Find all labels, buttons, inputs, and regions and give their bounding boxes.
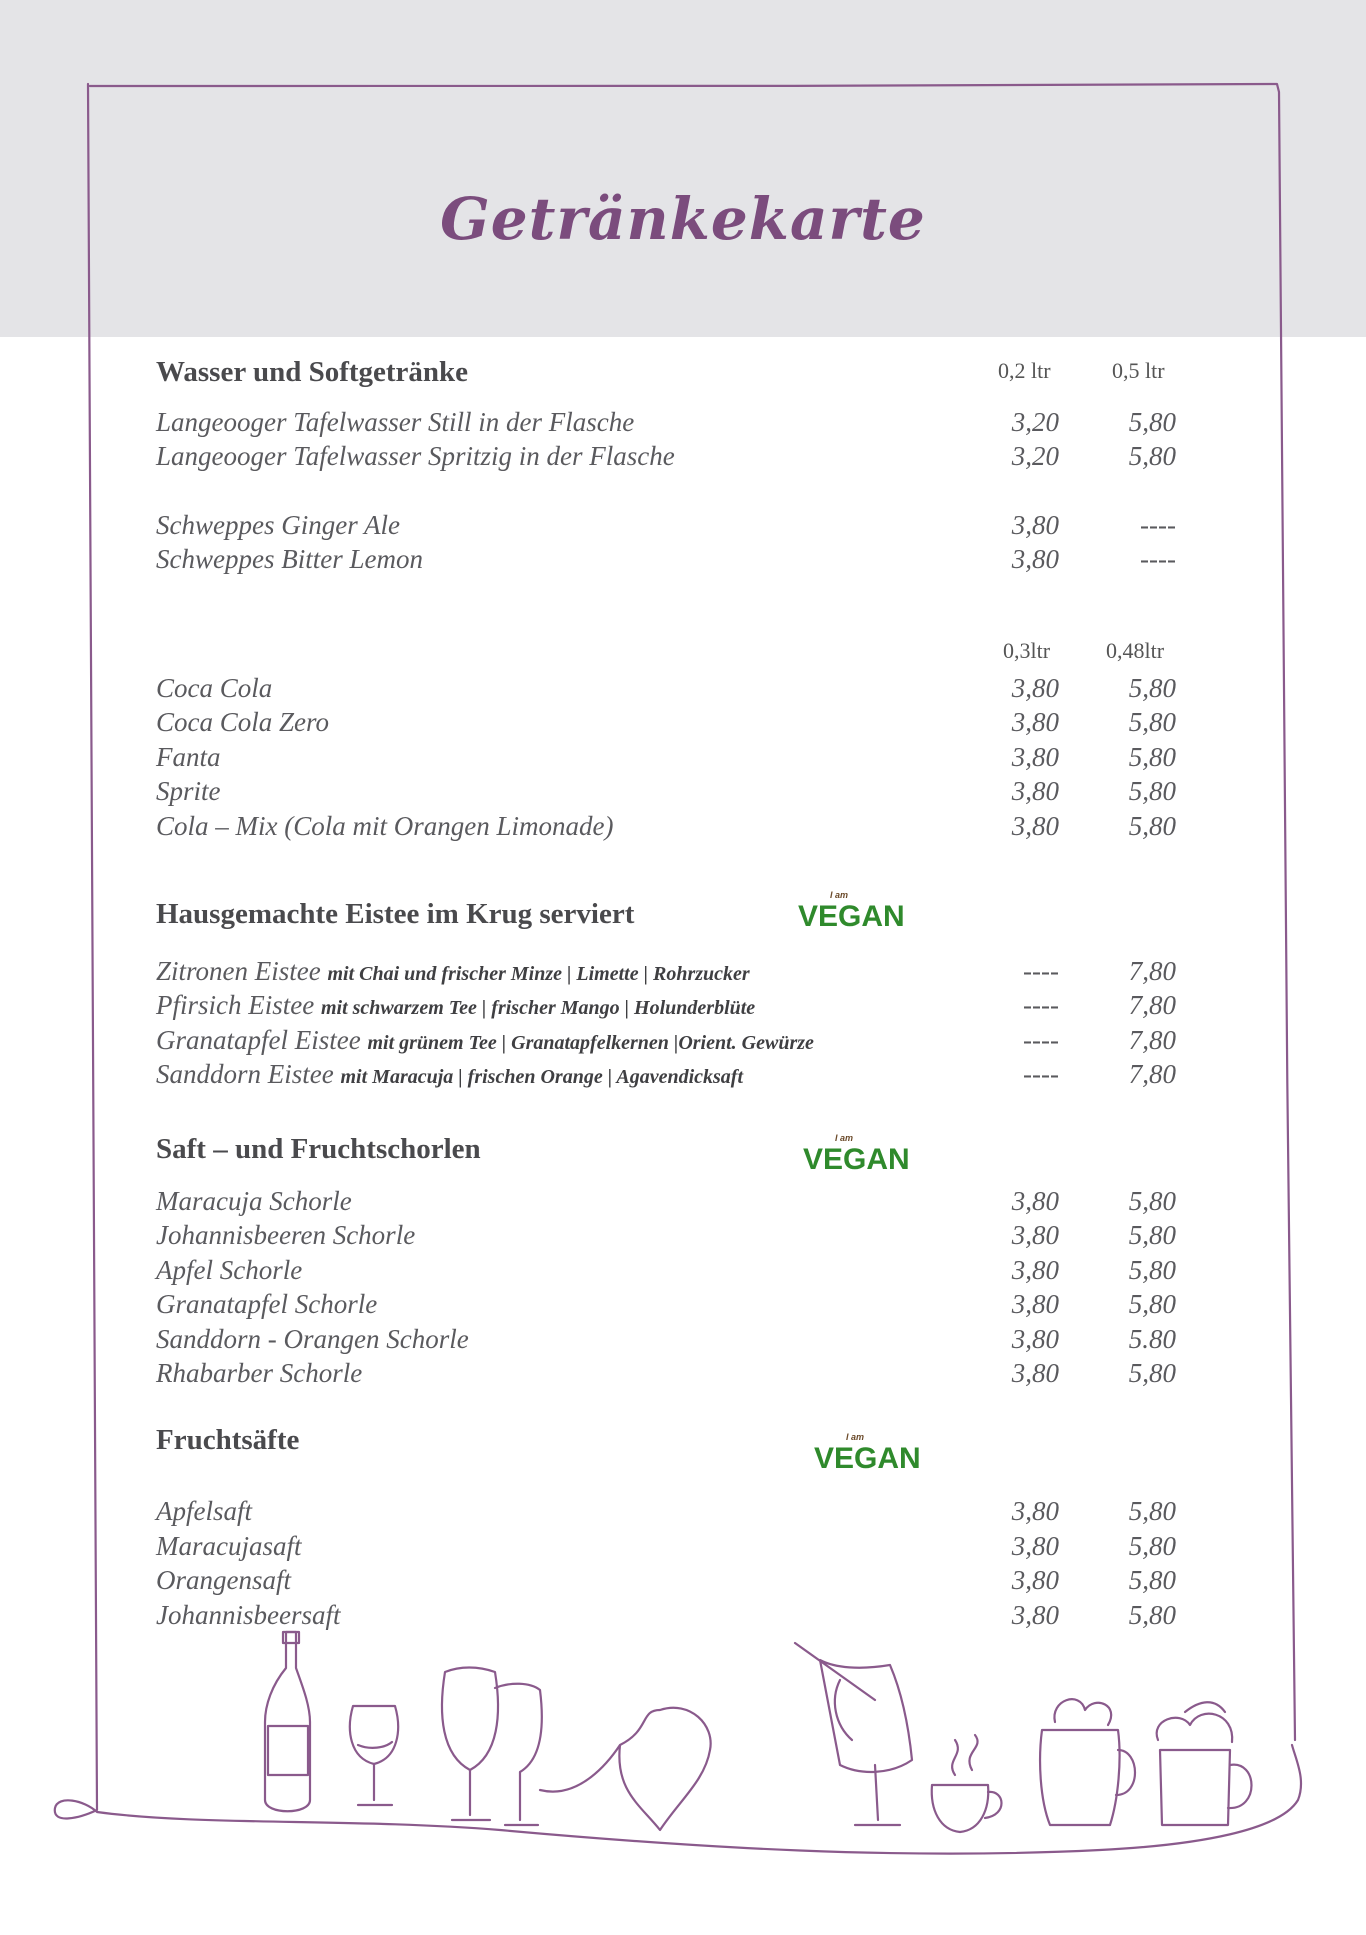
- item-name: Sprite: [156, 776, 221, 806]
- item-price-large: 7,80: [1128, 956, 1176, 986]
- item-price-large: 5,80: [1128, 1220, 1176, 1250]
- item-price-large: 5,80: [1128, 407, 1176, 437]
- item-price-large: 5,80: [1128, 1565, 1176, 1595]
- beer-mug-icon: [1157, 1702, 1252, 1825]
- item-name: Coca Cola: [156, 673, 273, 703]
- item-price-large: 5,80: [1128, 1496, 1176, 1526]
- item-name: Sanddorn - Orangen Schorle: [156, 1324, 469, 1354]
- vegan-badge: [803, 1133, 910, 1177]
- item-price-small: 3,80: [1011, 1358, 1059, 1388]
- item-price-large: 5,80: [1128, 1358, 1176, 1388]
- item-name: Apfel Schorle: [156, 1255, 303, 1285]
- item-price-large: 7,80: [1128, 1025, 1176, 1055]
- item-price-large: 5,80: [1128, 673, 1176, 703]
- item-price-large: 5,80: [1128, 441, 1176, 471]
- item-name: Coca Cola Zero: [156, 707, 330, 737]
- item-name: Cola – Mix (Cola mit Orangen Limonade): [156, 811, 614, 841]
- item-name: Zitronen Eistee: [156, 956, 321, 986]
- list-item: [156, 1059, 1176, 1093]
- vegan-badge: [798, 890, 905, 934]
- vegan-badge-small-text: I am: [835, 1133, 854, 1143]
- list-item: [156, 407, 1176, 441]
- list-item: [156, 510, 1176, 544]
- item-price-small: 3,80: [1011, 1324, 1059, 1354]
- item-name: Johannisbeeren Schorle: [156, 1220, 416, 1250]
- item-price-small: 3,80: [1011, 673, 1059, 703]
- section-title-eistee: Hausgemachte Eistee im Krug serviert: [156, 898, 635, 930]
- item-price-large: ----: [1140, 544, 1176, 574]
- list-item: [156, 1531, 1176, 1565]
- item-name: Granatapfel Schorle: [156, 1289, 378, 1319]
- item-name: Maracujasaft: [156, 1531, 302, 1561]
- item-price-large: ----: [1140, 510, 1176, 540]
- item-price-large: 5.80: [1128, 1324, 1176, 1354]
- page-title: Getränkekarte: [440, 185, 926, 253]
- column-header-small: 0,2 ltr: [998, 358, 1051, 383]
- item-price-small: ----: [1023, 1059, 1059, 1089]
- item-price-large: 5,80: [1128, 1600, 1176, 1630]
- item-price-small: 3,80: [1011, 742, 1059, 772]
- list-item: [156, 1025, 1176, 1059]
- item-price-small: 3,80: [1011, 544, 1059, 574]
- vegan-badge-small-text: I am: [830, 890, 849, 900]
- cocktail-glass-icon: [795, 1643, 912, 1825]
- item-name: Orangensaft: [156, 1565, 291, 1595]
- list-item: [156, 776, 1176, 810]
- list-item: [156, 441, 1176, 475]
- item-name: Johannisbeersaft: [156, 1600, 341, 1630]
- item-name-wrapper: [156, 1059, 743, 1090]
- item-price-large: 5,80: [1128, 1255, 1176, 1285]
- item-price-large: 5,80: [1128, 811, 1176, 841]
- item-name: Schweppes Ginger Ale: [156, 510, 400, 540]
- wine-bottle-icon: [265, 1632, 310, 1811]
- item-price-small: 3,20: [1011, 407, 1059, 437]
- vegan-badge-label: VEGAN: [814, 1442, 921, 1475]
- item-price-small: 3,80: [1011, 1496, 1059, 1526]
- item-price-small: 3,80: [1011, 1289, 1059, 1319]
- list-item: [156, 673, 1176, 707]
- list-item: [156, 1324, 1176, 1358]
- list-item: [156, 544, 1176, 578]
- item-name-wrapper: [156, 1025, 814, 1056]
- list-item: [156, 1565, 1176, 1599]
- item-name: Schweppes Bitter Lemon: [156, 544, 423, 574]
- item-name-wrapper: [156, 956, 750, 987]
- wine-glass-icon: [350, 1706, 398, 1805]
- list-item: [156, 742, 1176, 776]
- item-name: Rhabarber Schorle: [156, 1358, 363, 1388]
- list-item: [156, 1255, 1176, 1289]
- vegan-badge-label: VEGAN: [798, 900, 905, 933]
- list-item: [156, 990, 1176, 1024]
- item-name-wrapper: [156, 990, 755, 1021]
- column-header-large: 0,48ltr: [1106, 638, 1165, 663]
- item-name: Apfelsaft: [156, 1496, 252, 1526]
- item-price-small: 3,20: [1011, 441, 1059, 471]
- item-price-large: 7,80: [1128, 1059, 1176, 1089]
- item-price-large: 5,80: [1128, 1531, 1176, 1561]
- item-description: mit Chai und frischer Minze | Limette | Rohrzucker: [327, 963, 750, 985]
- item-price-small: ----: [1023, 990, 1059, 1020]
- column-header-large: 0,5 ltr: [1112, 358, 1165, 383]
- item-price-small: 3,80: [1011, 1220, 1059, 1250]
- item-price-small: 3,80: [1011, 1531, 1059, 1561]
- list-item: [156, 1600, 1176, 1634]
- item-price-large: 5,80: [1128, 1186, 1176, 1216]
- item-price-small: 3,80: [1011, 707, 1059, 737]
- item-price-large: 5,80: [1128, 776, 1176, 806]
- item-name: Langeooger Tafelwasser Spritzig in der Flasche: [156, 441, 675, 471]
- item-price-small: ----: [1023, 956, 1059, 986]
- list-item: [156, 956, 1176, 990]
- section-title-saefte: Fruchtsäfte: [156, 1424, 300, 1456]
- list-item: [156, 1289, 1176, 1323]
- item-name: Granatapfel Eistee: [156, 1025, 361, 1055]
- item-description: mit Maracuja | frischen Orange | Agavendicksaft: [340, 1066, 744, 1088]
- item-price-large: 5,80: [1128, 742, 1176, 772]
- item-price-small: ----: [1023, 1025, 1059, 1055]
- column-header-small: 0,3ltr: [1003, 638, 1051, 663]
- item-name: Langeooger Tafelwasser Still in der Flasche: [156, 407, 635, 437]
- list-item: [156, 811, 1176, 845]
- item-name: Fanta: [156, 742, 221, 772]
- item-price-large: 5,80: [1128, 707, 1176, 737]
- list-item: [156, 1220, 1176, 1254]
- item-name: Pfirsich Eistee: [156, 990, 315, 1020]
- heart-icon: [540, 1708, 711, 1830]
- vegan-badge-small-text: I am: [846, 1432, 865, 1442]
- item-price-small: 3,80: [1011, 1255, 1059, 1285]
- item-name: Maracuja Schorle: [156, 1186, 352, 1216]
- vegan-badge: [814, 1432, 921, 1476]
- section-title-schorlen: Saft – und Fruchtschorlen: [156, 1133, 481, 1165]
- tall-glasses-icon: [442, 1668, 542, 1826]
- list-item: [156, 1186, 1176, 1220]
- item-description: mit schwarzem Tee | frischer Mango | Holunderblüte: [320, 997, 756, 1019]
- item-price-large: 7,80: [1128, 990, 1176, 1020]
- item-price-small: 3,80: [1011, 1186, 1059, 1216]
- section-title-wasser: Wasser und Softgetränke: [156, 356, 469, 388]
- milkshake-icon: [1040, 1699, 1135, 1825]
- item-price-small: 3,80: [1011, 510, 1059, 540]
- item-description: mit grünem Tee | Granatapfelkernen |Orient. Gewürze: [367, 1032, 814, 1054]
- item-price-large: 5,80: [1128, 1289, 1176, 1319]
- list-item: [156, 707, 1176, 741]
- item-price-small: 3,80: [1011, 1600, 1059, 1630]
- item-name: Sanddorn Eistee: [156, 1059, 334, 1089]
- coffee-cup-icon: [932, 1735, 1002, 1832]
- item-price-small: 3,80: [1011, 776, 1059, 806]
- vegan-badge-label: VEGAN: [803, 1143, 910, 1176]
- item-price-small: 3,80: [1011, 811, 1059, 841]
- item-price-small: 3,80: [1011, 1565, 1059, 1595]
- list-item: [156, 1496, 1176, 1530]
- list-item: [156, 1358, 1176, 1392]
